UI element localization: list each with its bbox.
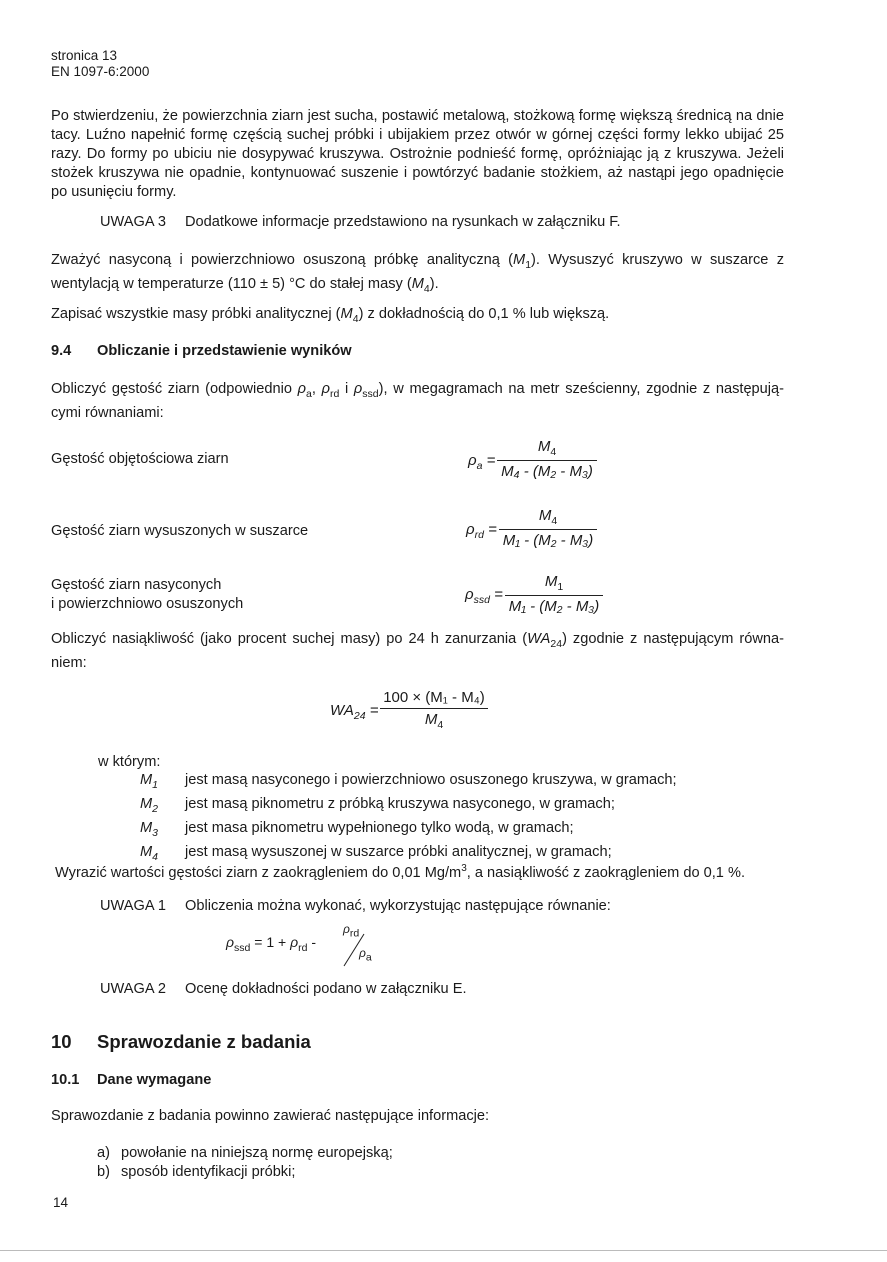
formula-fraction-rho-ssd: $M_1$ M₁ - (M₂ - M₃) [505,573,603,615]
list-item: b) sposób identyfikacji próbki; [97,1164,296,1180]
paragraph-report-info: Sprawozdanie z badania powinno zawierać następujące informacje: [51,1108,490,1124]
note-label: UWAGA 3 [100,214,166,230]
note-text: Dodatkowe informacje przedstawiono na rysunkach w załączniku F. [185,214,621,230]
formula-fraction-rho-rd: $M_4$ M₁ - (M₂ - M₃) [499,507,597,549]
section-10-1-heading: 10.1 Dane wymagane [51,1072,212,1088]
definition-row: $M_2$ jest masą piknometru z próbką kruszywa nasyconego, w gramach; [140,795,615,815]
paragraph-density-intro: Obliczyć gęstość ziarn (odpowiednio $\rho_a$, $\rho_{rd}$ i $\rho_{ssd}$), w megagramach na metr sześcienny, zgodnie z następują-cymi równaniami: [51,381,785,421]
note-label: UWAGA 2 [100,981,166,997]
list-item: a) powołanie na niniejszą normę europejską; [97,1145,393,1161]
note-1 [100,897,611,916]
formula-lhs-rho-ssd: $\rho_{ssd}$ = [465,586,503,606]
definition-row: $M_4$ jest masą wysuszonej w suszarce próbki analitycznej, w gramach; [140,843,612,863]
page-label: stronica 13 [51,48,118,63]
note-label: UWAGA 1 [100,898,166,914]
note-text: Ocenę dokładności podano w załączniku E. [185,981,467,997]
scan-edge-line [0,1250,887,1251]
section-10-heading: 10 Sprawozdanie z badania [51,1031,311,1052]
formula-fraction-wa24: 100 × (M₁ - M₄) $M_4$ [380,689,488,731]
definition-row: $M_3$ jest masa piknometru wypełnionego tylko wodą, w gramach; [140,819,574,839]
formula-lhs-wa24: $WA_{24}$ = [330,702,379,722]
paragraph-rounding: Wyrazić wartości gęstości ziarn z zaokrągleniem do 0,01 $Mg/m^3$, a nasiąkliwość z zaokrągleniem do 0,1 %. [55,863,746,881]
definitions-list [140,771,677,867]
note-2 [100,980,467,999]
formula-fraction-rho-a: $M_4$ M₄ - (M₂ - M₃) [497,438,597,480]
page-number: 14 [53,1195,69,1210]
standard-id: EN 1097-6:2000 [51,64,150,79]
formula-lhs-rho-rd: $\rho_{rd}$ = [466,521,497,541]
where-label: w którym: [98,754,161,770]
formula-note-1: $\rho_{ssd} = 1 + \rho_{rd}$ - $\rho_{rd}$ $\rho_a$ [226,928,386,970]
section-9-4-heading: 9.4 Obliczanie i przedstawienie wyników [51,343,352,359]
paragraph-water-absorption: Obliczyć nasiąkliwość (jako procent suchej masy) po 24 h zanurzania $(WA_{24})$ zgodnie z następującym równa-niem: [51,631,784,671]
formula-label-oven-dry-density: Gęstość ziarn wysuszonych w suszarce [51,523,309,539]
formula-label-ssd-density: Gęstość ziarn nasyconych i powierzchniowo osuszonych [51,577,244,612]
formula-lhs-rho-a: $\rho_a$ = [468,452,496,472]
running-header [51,48,149,80]
paragraph-cone-test: Po stwierdzeniu, że powierzchnia ziarn jest sucha, postawić metalową, stożkową formę większą średnicą na dnie tacy. Luźno napełnić formę częścią suchej próbki i ubijakiem przez otwór w górnej części formy lekko ubijać 25 razy. Do formy po ubiciu nie dosypywać kruszywa. Ostrożnie podnieść formę, opróżniając ją z kruszywa. Jeżeli stożek kruszywa nie opadnie, kontynuować suszenie i powtórzyć badanie stożkiem, aż nastąpi jego opadnięcie po usunięciu formy. [51,108,784,200]
definition-row: $M_1$ jest masą nasyconego i powierzchniowo osuszonego kruszywa, w gramach; [140,772,677,791]
note-text: Obliczenia można wykonać, wykorzystując następujące równanie: [185,898,611,914]
paragraph-weigh: Zważyć nasyconą i powierzchniowo osuszoną próbkę analityczną $(M_1)$. Wysuszyć kruszywo w suszarce z wentylacją w temperaturze (110 ± 5) °C do stałej masy $(M_4)$. [51,252,784,295]
paragraph-record-masses: Zapisać wszystkie masy próbki analitycznej $(M_4)$ z dokładnością do 0,1 % lub większą. [51,306,610,325]
note-3 [100,213,621,232]
formula-label-apparent-density: Gęstość objętościowa ziarn [51,451,229,467]
report-items-list [97,1144,393,1182]
